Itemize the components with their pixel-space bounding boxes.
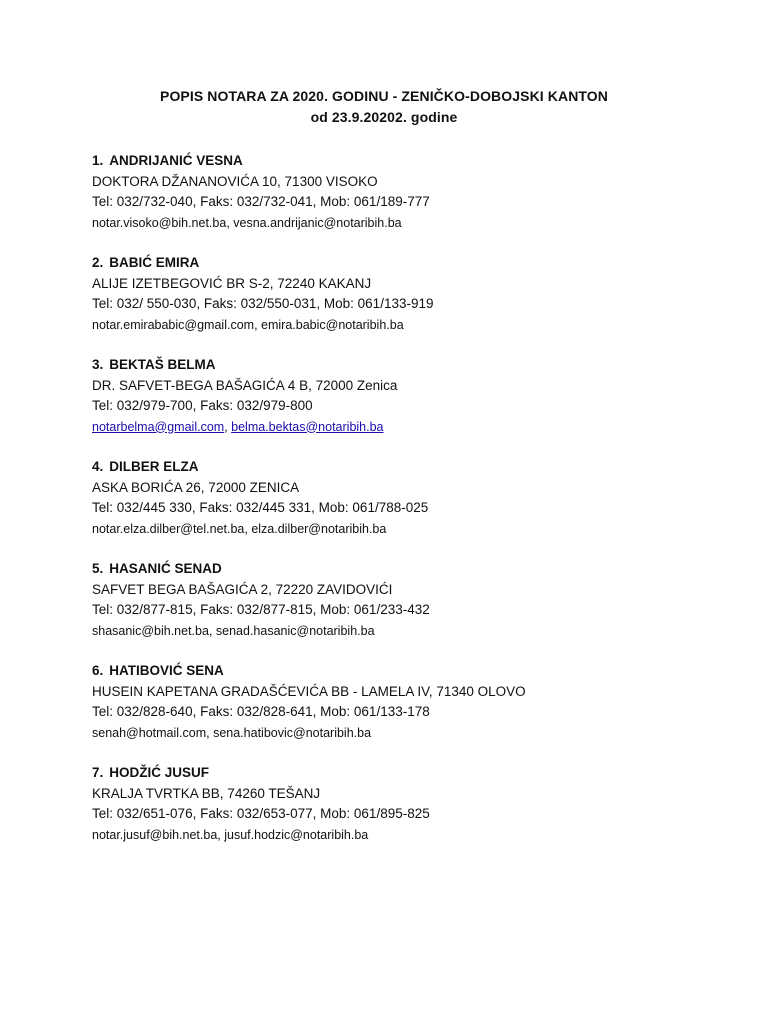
notary-phone: Tel: 032/ 550-030, Faks: 032/550-031, Mob: 061/133-919: [92, 296, 434, 311]
notary-emails: [92, 213, 732, 234]
email-separator: ,: [224, 419, 232, 434]
notary-name: BABIĆ EMIRA: [109, 255, 200, 270]
notary-address: SAFVET BEGA BAŠAGIĆA 2, 72220 ZAVIDOVIĆI: [92, 581, 393, 597]
notary-email-primary: shasanic@bih.net.ba: [92, 623, 209, 638]
notary-entry: [92, 763, 732, 845]
notary-email-primary: senah@hotmail.com: [92, 725, 207, 740]
notary-heading: [92, 661, 732, 682]
notary-name: HODŽIĆ JUSUF: [109, 765, 210, 780]
notary-entry: [92, 457, 732, 539]
notary-entry: [92, 559, 732, 641]
email-separator: ,: [244, 521, 252, 536]
notary-emails: [92, 315, 732, 336]
notary-emails: [92, 825, 732, 846]
notary-address: KRALJA TVRTKA BB, 74260 TEŠANJ: [92, 785, 321, 801]
notary-number: 1.: [92, 153, 104, 168]
email-separator: ,: [226, 215, 234, 230]
notary-entry: [92, 355, 732, 437]
notary-phone: Tel: 032/651-076, Faks: 032/653-077, Mob: 061/895-825: [92, 806, 430, 821]
notary-name: HATIBOVIĆ SENA: [109, 663, 224, 678]
email-separator: ,: [206, 725, 214, 740]
notary-email-primary: notar.elza.dilber@tel.net.ba: [92, 521, 245, 536]
notary-email-secondary: jusuf.hodzic@notaribih.ba: [224, 827, 369, 842]
email-separator: ,: [254, 317, 262, 332]
email-separator: ,: [217, 827, 225, 842]
document-title: POPIS NOTARA ZA 2020. GODINU - ZENIČKO-DOBOJSKI KANTON: [160, 88, 608, 104]
notary-address: ASKA BORIĆA 26, 72000 ZENICA: [92, 479, 300, 495]
notary-email-secondary: emira.babic@notaribih.ba: [261, 317, 404, 332]
notary-email-primary: notar.emirababic@gmail.com: [92, 317, 255, 332]
notary-heading: [92, 763, 732, 784]
notary-heading: [92, 355, 732, 376]
notary-phone: Tel: 032/979-700, Faks: 032/979-800: [92, 398, 313, 413]
notary-entry: [92, 253, 732, 335]
notary-entry: [92, 661, 732, 743]
notary-number: 2.: [92, 255, 104, 270]
notary-email-secondary: elza.dilber@notaribih.ba: [251, 521, 387, 536]
notary-heading: [92, 457, 732, 478]
notary-emails: [92, 723, 732, 744]
notary-email-secondary: senad.hasanic@notaribih.ba: [215, 623, 375, 638]
notary-email-primary: notar.visoko@bih.net.ba: [92, 215, 227, 230]
notary-email-primary: notar.jusuf@bih.net.ba: [92, 827, 218, 842]
notary-heading: [92, 151, 732, 172]
notary-name: ANDRIJANIĆ VESNA: [109, 153, 243, 168]
notary-phone: Tel: 032/828-640, Faks: 032/828-641, Mob: 061/133-178: [92, 704, 430, 719]
notary-address: DR. SAFVET-BEGA BAŠAGIĆA 4 B, 72000 Zenica: [92, 377, 398, 393]
notary-name: BEKTAŠ BELMA: [109, 357, 216, 372]
notary-name: DILBER ELZA: [109, 459, 199, 474]
notary-address: DOKTORA DŽANANOVIĆA 10, 71300 VISOKO: [92, 173, 378, 189]
notary-name: HASANIĆ SENAD: [109, 561, 222, 576]
email-separator: ,: [208, 623, 216, 638]
notary-number: 6.: [92, 663, 104, 678]
notary-list: [92, 151, 732, 865]
notary-emails: [92, 519, 732, 540]
notary-email-secondary: sena.hatibovic@notaribih.ba: [213, 725, 372, 740]
notary-heading: [92, 559, 732, 580]
notary-email-secondary: vesna.andrijanic@notaribih.ba: [233, 215, 402, 230]
notary-email-secondary[interactable]: belma.bektas@notaribih.ba: [231, 419, 384, 434]
notary-email-primary[interactable]: notarbelma@gmail.com: [92, 419, 225, 434]
notary-entry: [92, 151, 732, 233]
notary-phone: Tel: 032/877-815, Faks: 032/877-815, Mob: 061/233-432: [92, 602, 430, 617]
document-subtitle: od 23.9.20202. godine: [310, 109, 458, 125]
notary-number: 4.: [92, 459, 104, 474]
notary-phone: Tel: 032/732-040, Faks: 032/732-041, Mob: 061/189-777: [92, 194, 430, 209]
notary-heading: [92, 253, 732, 274]
notary-address: HUSEIN KAPETANA GRADAŠĆEVIĆA BB - LAMELA IV, 71340 OLOVO: [92, 683, 526, 699]
notary-address: ALIJE IZETBEGOVIĆ BR S-2, 72240 KAKANJ: [92, 275, 372, 291]
notary-emails: [92, 417, 732, 438]
notary-number: 7.: [92, 765, 104, 780]
notary-emails: [92, 621, 732, 642]
notary-number: 5.: [92, 561, 104, 576]
notary-number: 3.: [92, 357, 104, 372]
notary-phone: Tel: 032/445 330, Faks: 032/445 331, Mob: 061/788-025: [92, 500, 429, 515]
